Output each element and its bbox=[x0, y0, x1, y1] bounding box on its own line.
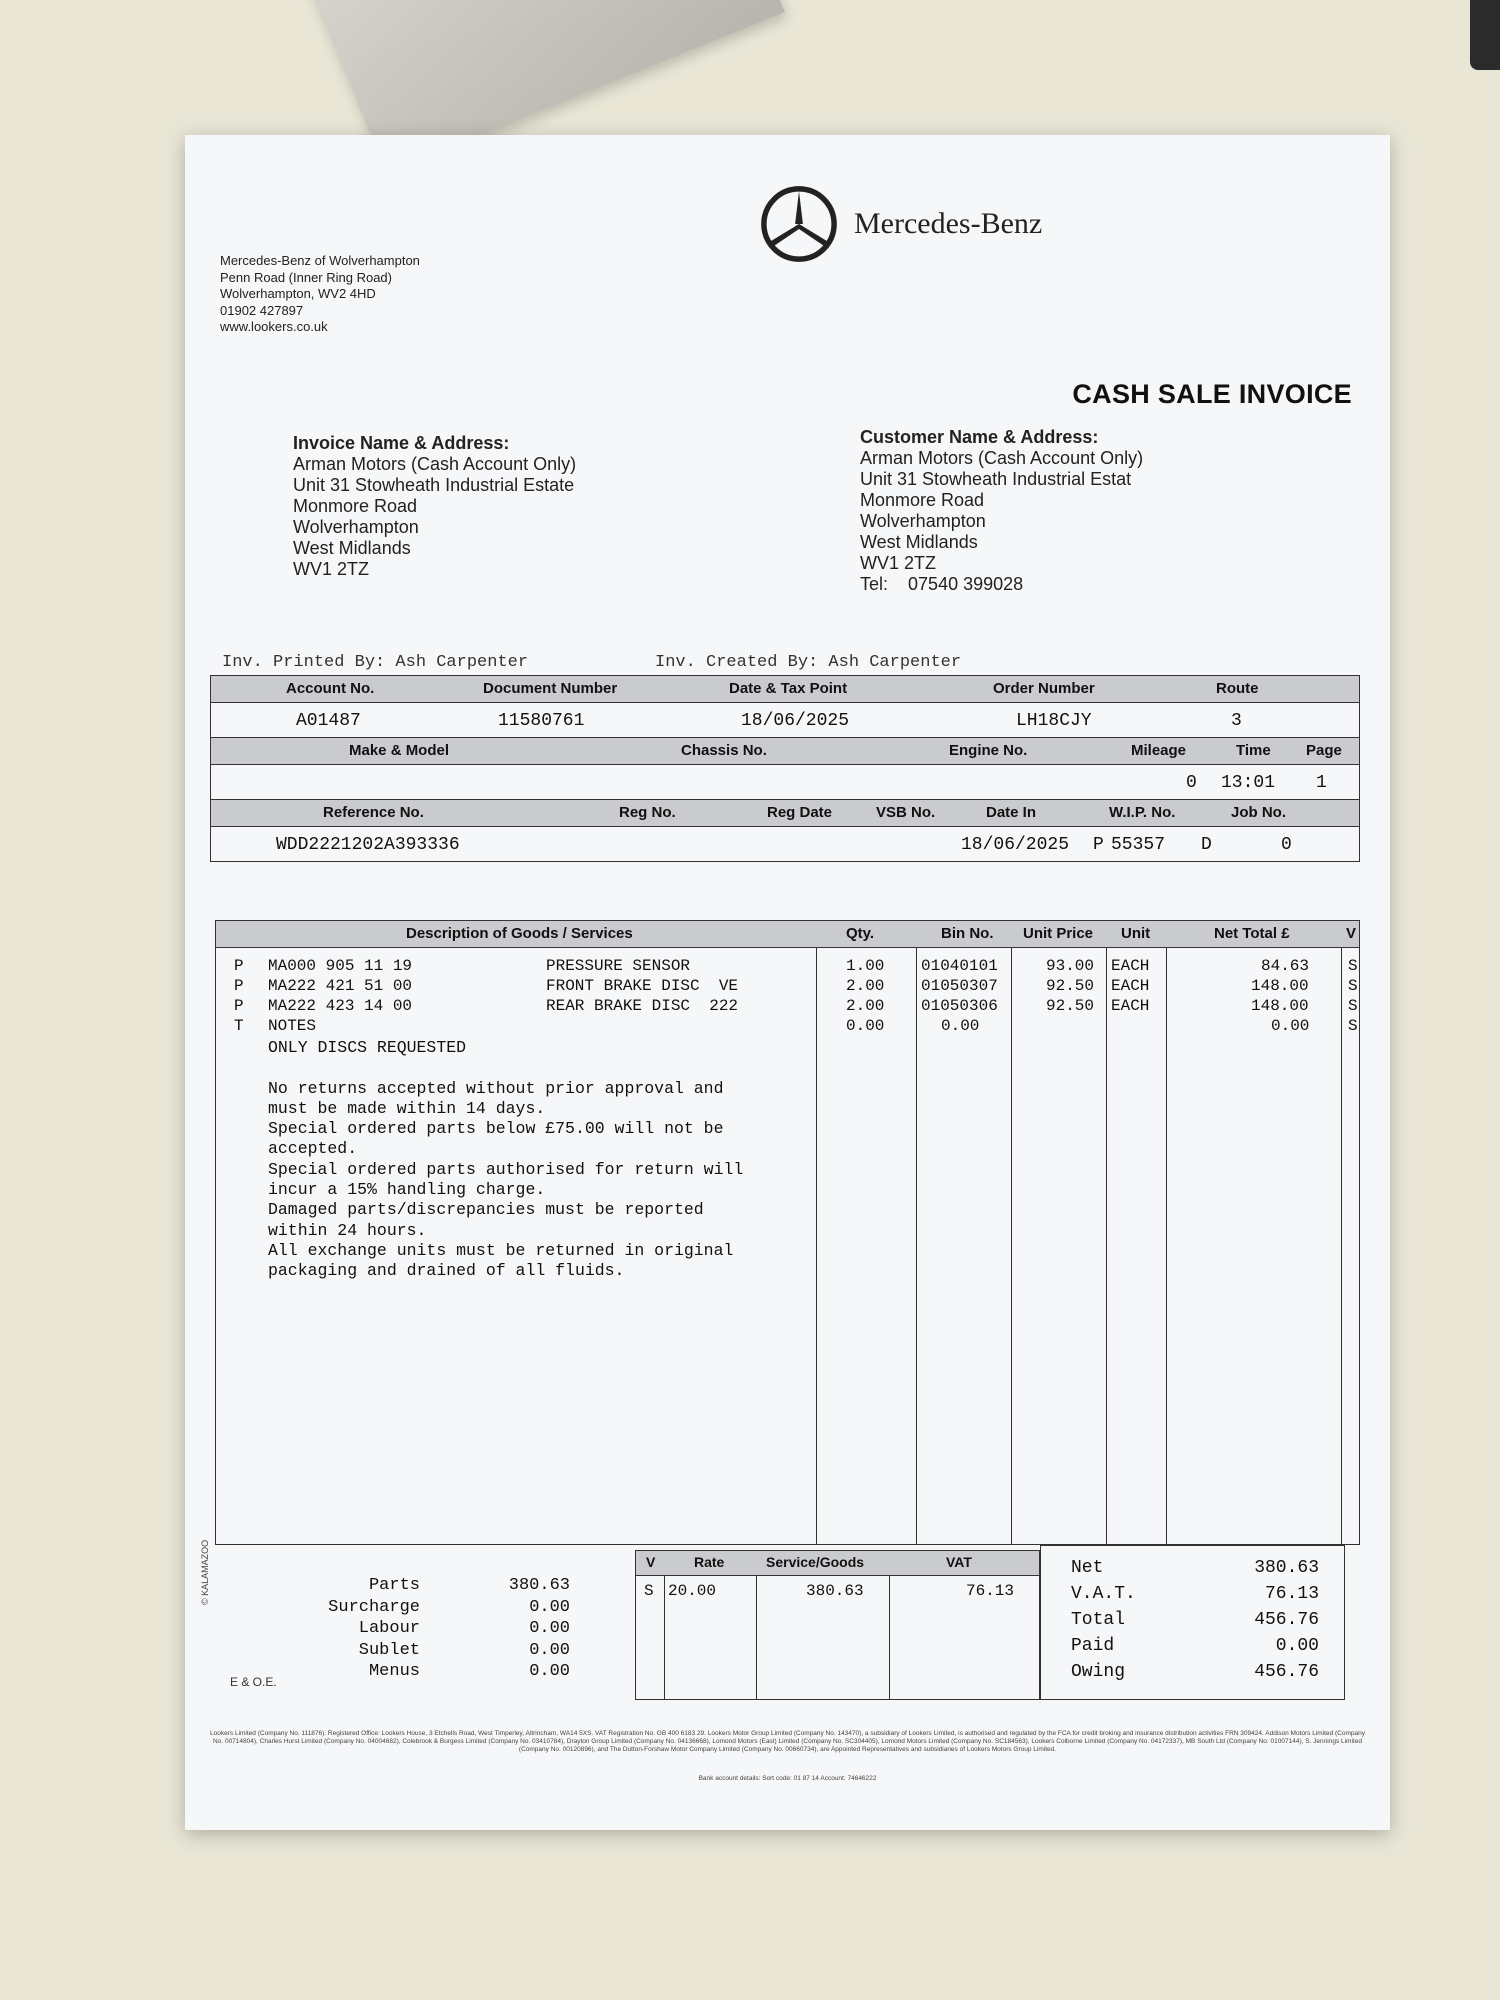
date-in-suffix: P bbox=[1093, 835, 1104, 855]
invoice-summary bbox=[1040, 1545, 1345, 1700]
header-reference-no: Reference No. bbox=[323, 804, 424, 821]
header-reg-no: Reg No. bbox=[619, 804, 676, 821]
totals-row bbox=[280, 1640, 570, 1662]
vat-header-row bbox=[636, 1551, 1039, 1576]
summary-value: 456.76 bbox=[1254, 1662, 1319, 1682]
header-unit-price: Unit Price bbox=[1023, 925, 1094, 942]
vat-header-code: V bbox=[646, 1554, 656, 1570]
row-net-total: 0.00 bbox=[1271, 1017, 1310, 1035]
totals-label: Sublet bbox=[358, 1640, 420, 1660]
totals-row bbox=[280, 1661, 570, 1683]
wip-no: 55357 bbox=[1111, 835, 1166, 855]
row-unit: EACH bbox=[1111, 957, 1150, 975]
totals-value: 380.63 bbox=[508, 1576, 570, 1595]
row-qty: 2.00 bbox=[846, 997, 885, 1015]
address-line: West Midlands bbox=[860, 532, 978, 552]
summary-row bbox=[1071, 1584, 1319, 1604]
vat-amount: 76.13 bbox=[966, 1582, 1015, 1600]
header-qty: Qty. bbox=[846, 925, 875, 942]
row-bin: 01050306 bbox=[921, 997, 998, 1015]
created-by: Inv. Created By: Ash Carpenter bbox=[655, 653, 962, 672]
header-document-number: Document Number bbox=[483, 680, 618, 697]
summary-value: 380.63 bbox=[1254, 1558, 1319, 1578]
time: 13:01 bbox=[1221, 773, 1276, 793]
summary-row bbox=[1071, 1636, 1319, 1656]
dealer-line: Wolverhampton, WV2 4HD bbox=[220, 286, 376, 301]
eoe-mark: E & O.E. bbox=[230, 1675, 277, 1689]
header-order-number: Order Number bbox=[993, 680, 1095, 697]
account-no: A01487 bbox=[296, 711, 361, 731]
header-bin-no: Bin No. bbox=[941, 925, 994, 942]
row-type: T bbox=[234, 1017, 244, 1035]
row-description: FRONT BRAKE DISC VE bbox=[546, 977, 739, 995]
date-in: 18/06/2025 bbox=[961, 835, 1070, 855]
meta-value-row-1 bbox=[211, 703, 1359, 737]
dealer-line: 01902 427897 bbox=[220, 302, 304, 318]
document-title: CASH SALE INVOICE bbox=[1072, 379, 1352, 409]
header-date-in: Date In bbox=[986, 804, 1037, 821]
mercedes-star-icon bbox=[760, 185, 838, 263]
row-vat-code: S bbox=[1348, 977, 1358, 995]
row-vat-code: S bbox=[1348, 957, 1358, 975]
row-type: P bbox=[234, 977, 244, 995]
wip-type: D bbox=[1201, 835, 1212, 855]
page-number: 1 bbox=[1316, 773, 1327, 793]
row-unit-price: 92.50 bbox=[1046, 997, 1095, 1015]
header-vat-code: V bbox=[1346, 925, 1357, 942]
header-date-tax-point: Date & Tax Point bbox=[729, 680, 848, 697]
route: 3 bbox=[1231, 711, 1242, 731]
row-qty: 0.00 bbox=[846, 1017, 885, 1035]
dealer-address bbox=[220, 253, 420, 336]
row-unit: EACH bbox=[1111, 977, 1150, 995]
summary-label: Total bbox=[1071, 1610, 1126, 1630]
reference-no: WDD2221202A393336 bbox=[276, 835, 460, 855]
summary-row bbox=[1071, 1662, 1319, 1682]
address-line: Arman Motors (Cash Account Only) bbox=[860, 448, 1144, 468]
brand-logo bbox=[760, 185, 1042, 263]
mileage: 0 bbox=[1186, 773, 1197, 793]
totals-breakdown bbox=[280, 1575, 570, 1683]
address-line: Unit 31 Stowheath Industrial Estat bbox=[860, 469, 1132, 489]
row-unit: EACH bbox=[1111, 997, 1150, 1015]
address-line: Wolverhampton bbox=[293, 517, 419, 537]
row-unit-price: 92.50 bbox=[1046, 977, 1095, 995]
vat-code: S bbox=[644, 1582, 654, 1600]
summary-row bbox=[1071, 1558, 1319, 1578]
bank-details: Bank account details: Sort code: 01 87 14 Account: 74646222 bbox=[698, 1775, 877, 1782]
header-vsb-no: VSB No. bbox=[876, 804, 936, 821]
customer-address-heading: Customer Name & Address: bbox=[860, 427, 1099, 447]
header-time: Time bbox=[1236, 742, 1271, 759]
vat-service-goods: 380.63 bbox=[806, 1582, 864, 1600]
header-account-no: Account No. bbox=[286, 680, 375, 697]
dealer-line: Mercedes-Benz of Wolverhampton bbox=[220, 253, 420, 268]
row-bin: 01040101 bbox=[921, 957, 998, 975]
brand-name: Mercedes-Benz bbox=[854, 207, 1043, 240]
row-part-number: MA000 905 11 19 bbox=[268, 957, 413, 975]
row-vat-code: S bbox=[1348, 1017, 1358, 1035]
row-net-total: 148.00 bbox=[1251, 977, 1309, 995]
summary-label: Paid bbox=[1071, 1636, 1115, 1656]
summary-label: V.A.T. bbox=[1071, 1584, 1136, 1604]
invoice-address bbox=[293, 433, 576, 580]
meta-value-row-3 bbox=[211, 827, 1359, 861]
totals-value: 0.00 bbox=[529, 1640, 570, 1660]
address-line: Arman Motors (Cash Account Only) bbox=[293, 454, 577, 474]
legal-footer: Lookers Limited (Company No. 111876). Registered Office: Lookers House, 3 Etchells Road, West Timperley, Altrincham, WA14 5XS. VAT Registration No. GB 400 6183 29. Lookers Motor Group Limited (Company No. 143470), a subsidiary of Lookers Limited, is authorised and regulated by the FCA for credit broking and insurance distribution activities FRN 309424. Addison Motors Limited (Company No. 00714804), Charles Hurst Limited (Company No. 04004682), Colebrook & Burgess Limited (Company No. 03410784), Drayton Group Limited (Company No. 04136668), Lomond Motors (East) Limited (Company No. SC304405), Lomond Motors Limited (Company No. SC184563), Lookers Colborne Limited (Company No. 04172337), MB South Ltd (Company No. 01007144), S. Jennings Limited (Company No. 00120896), and The Dutton-Forshaw Motor Company Limited (Company No. 00660734), are Appointed Representatives and subsidiaries of Lookers Motors Group Limited. bbox=[210, 1730, 1365, 1753]
header-chassis-no: Chassis No. bbox=[681, 742, 767, 759]
header-unit: Unit bbox=[1121, 925, 1151, 942]
row-net-total: 148.00 bbox=[1251, 997, 1309, 1015]
vat-rate: 20.00 bbox=[668, 1582, 717, 1600]
row-unit-price: 93.00 bbox=[1046, 957, 1095, 975]
summary-label: Net bbox=[1071, 1558, 1104, 1578]
row-type: P bbox=[234, 957, 244, 975]
totals-label: Surcharge bbox=[328, 1597, 420, 1617]
header-page: Page bbox=[1306, 742, 1342, 759]
address-line: WV1 2TZ bbox=[293, 559, 370, 579]
header-description: Description of Goods / Services bbox=[406, 925, 633, 942]
customer-address bbox=[860, 427, 1143, 595]
totals-label: Menus bbox=[368, 1662, 420, 1681]
dealer-line: www.lookers.co.uk bbox=[220, 319, 328, 334]
totals-value: 0.00 bbox=[529, 1619, 570, 1638]
row-qty: 1.00 bbox=[846, 957, 885, 975]
invoice-meta bbox=[210, 675, 1360, 862]
row-vat-code: S bbox=[1348, 997, 1358, 1015]
vat-header-vat: VAT bbox=[946, 1554, 972, 1570]
row-part-number: NOTES bbox=[268, 1017, 317, 1035]
meta-header-row-2 bbox=[211, 737, 1359, 765]
row-net-total: 84.63 bbox=[1261, 957, 1310, 975]
summary-value: 456.76 bbox=[1254, 1610, 1319, 1630]
row-part-number: MA222 423 14 00 bbox=[268, 997, 413, 1015]
date-tax-point: 18/06/2025 bbox=[741, 711, 850, 731]
dealer-line: Penn Road (Inner Ring Road) bbox=[220, 269, 392, 285]
vat-header-rate: Rate bbox=[694, 1554, 725, 1570]
meta-value-row-2 bbox=[211, 765, 1359, 799]
address-line: Monmore Road bbox=[293, 496, 418, 516]
row-description: PRESSURE SENSOR bbox=[546, 957, 691, 975]
totals-row bbox=[280, 1618, 570, 1640]
address-line: West Midlands bbox=[293, 538, 411, 558]
header-net-total: Net Total £ bbox=[1214, 925, 1290, 942]
invoice-paper bbox=[185, 135, 1390, 1830]
totals-value: 0.00 bbox=[529, 1662, 570, 1681]
customer-telephone bbox=[860, 574, 1143, 595]
row-part-number: MA222 421 51 00 bbox=[268, 977, 413, 995]
invoice-notes: ONLY DISCS REQUESTED No returns accepted without prior approval and must be made within 14 days. Special ordered parts below £75.00 will not be accepted. Special ordered parts authorised for return will incur a 15% handling charge. Damaged parts/discrepancies must be reported within 24 hours. All exchange units must be returned in original packaging and drained of all fluids. bbox=[268, 1038, 744, 1281]
meta-header-row-3 bbox=[211, 799, 1359, 827]
header-reg-date: Reg Date bbox=[767, 804, 833, 821]
address-line: Wolverhampton bbox=[860, 511, 986, 531]
header-engine-no: Engine No. bbox=[949, 742, 1028, 759]
header-mileage: Mileage bbox=[1131, 742, 1187, 759]
totals-row bbox=[280, 1597, 570, 1619]
address-line: WV1 2TZ bbox=[860, 553, 937, 573]
header-make-model: Make & Model bbox=[349, 742, 450, 759]
header-route: Route bbox=[1216, 680, 1259, 697]
address-line: Monmore Road bbox=[860, 490, 985, 510]
vat-table bbox=[635, 1550, 1040, 1700]
header-wip-no: W.I.P. No. bbox=[1109, 804, 1176, 821]
row-bin: 0.00 bbox=[941, 1017, 980, 1035]
totals-label: Labour bbox=[358, 1619, 420, 1638]
invoice-address-heading: Invoice Name & Address: bbox=[293, 433, 510, 453]
order-number: LH18CJY bbox=[1016, 711, 1092, 731]
row-bin: 01050307 bbox=[921, 977, 998, 995]
totals-label: Parts bbox=[368, 1576, 420, 1595]
summary-row bbox=[1071, 1610, 1319, 1630]
totals-value: 0.00 bbox=[529, 1597, 570, 1617]
row-description: REAR BRAKE DISC 222 bbox=[546, 997, 739, 1015]
row-qty: 2.00 bbox=[846, 977, 885, 995]
tel-label: Tel: bbox=[860, 574, 889, 594]
printer-mark: © KALAMAZOO bbox=[200, 1539, 210, 1605]
row-type: P bbox=[234, 997, 244, 1015]
vat-header-service-goods: Service/Goods bbox=[766, 1554, 865, 1570]
summary-value: 0.00 bbox=[1275, 1636, 1319, 1656]
summary-value: 76.13 bbox=[1264, 1584, 1319, 1604]
goods-header-row bbox=[216, 921, 1359, 948]
document-number: 11580761 bbox=[498, 711, 585, 731]
summary-label: Owing bbox=[1071, 1662, 1126, 1682]
tel-value: 07540 399028 bbox=[908, 574, 1024, 594]
address-line: Unit 31 Stowheath Industrial Estate bbox=[293, 475, 575, 495]
header-job-no: Job No. bbox=[1231, 804, 1286, 821]
meta-header-row-1 bbox=[211, 676, 1359, 703]
job-no: 0 bbox=[1281, 835, 1292, 855]
printed-by: Inv. Printed By: Ash Carpenter bbox=[222, 653, 529, 672]
totals-row bbox=[280, 1575, 570, 1597]
goods-table bbox=[215, 920, 1360, 1545]
background-object bbox=[1470, 0, 1500, 70]
